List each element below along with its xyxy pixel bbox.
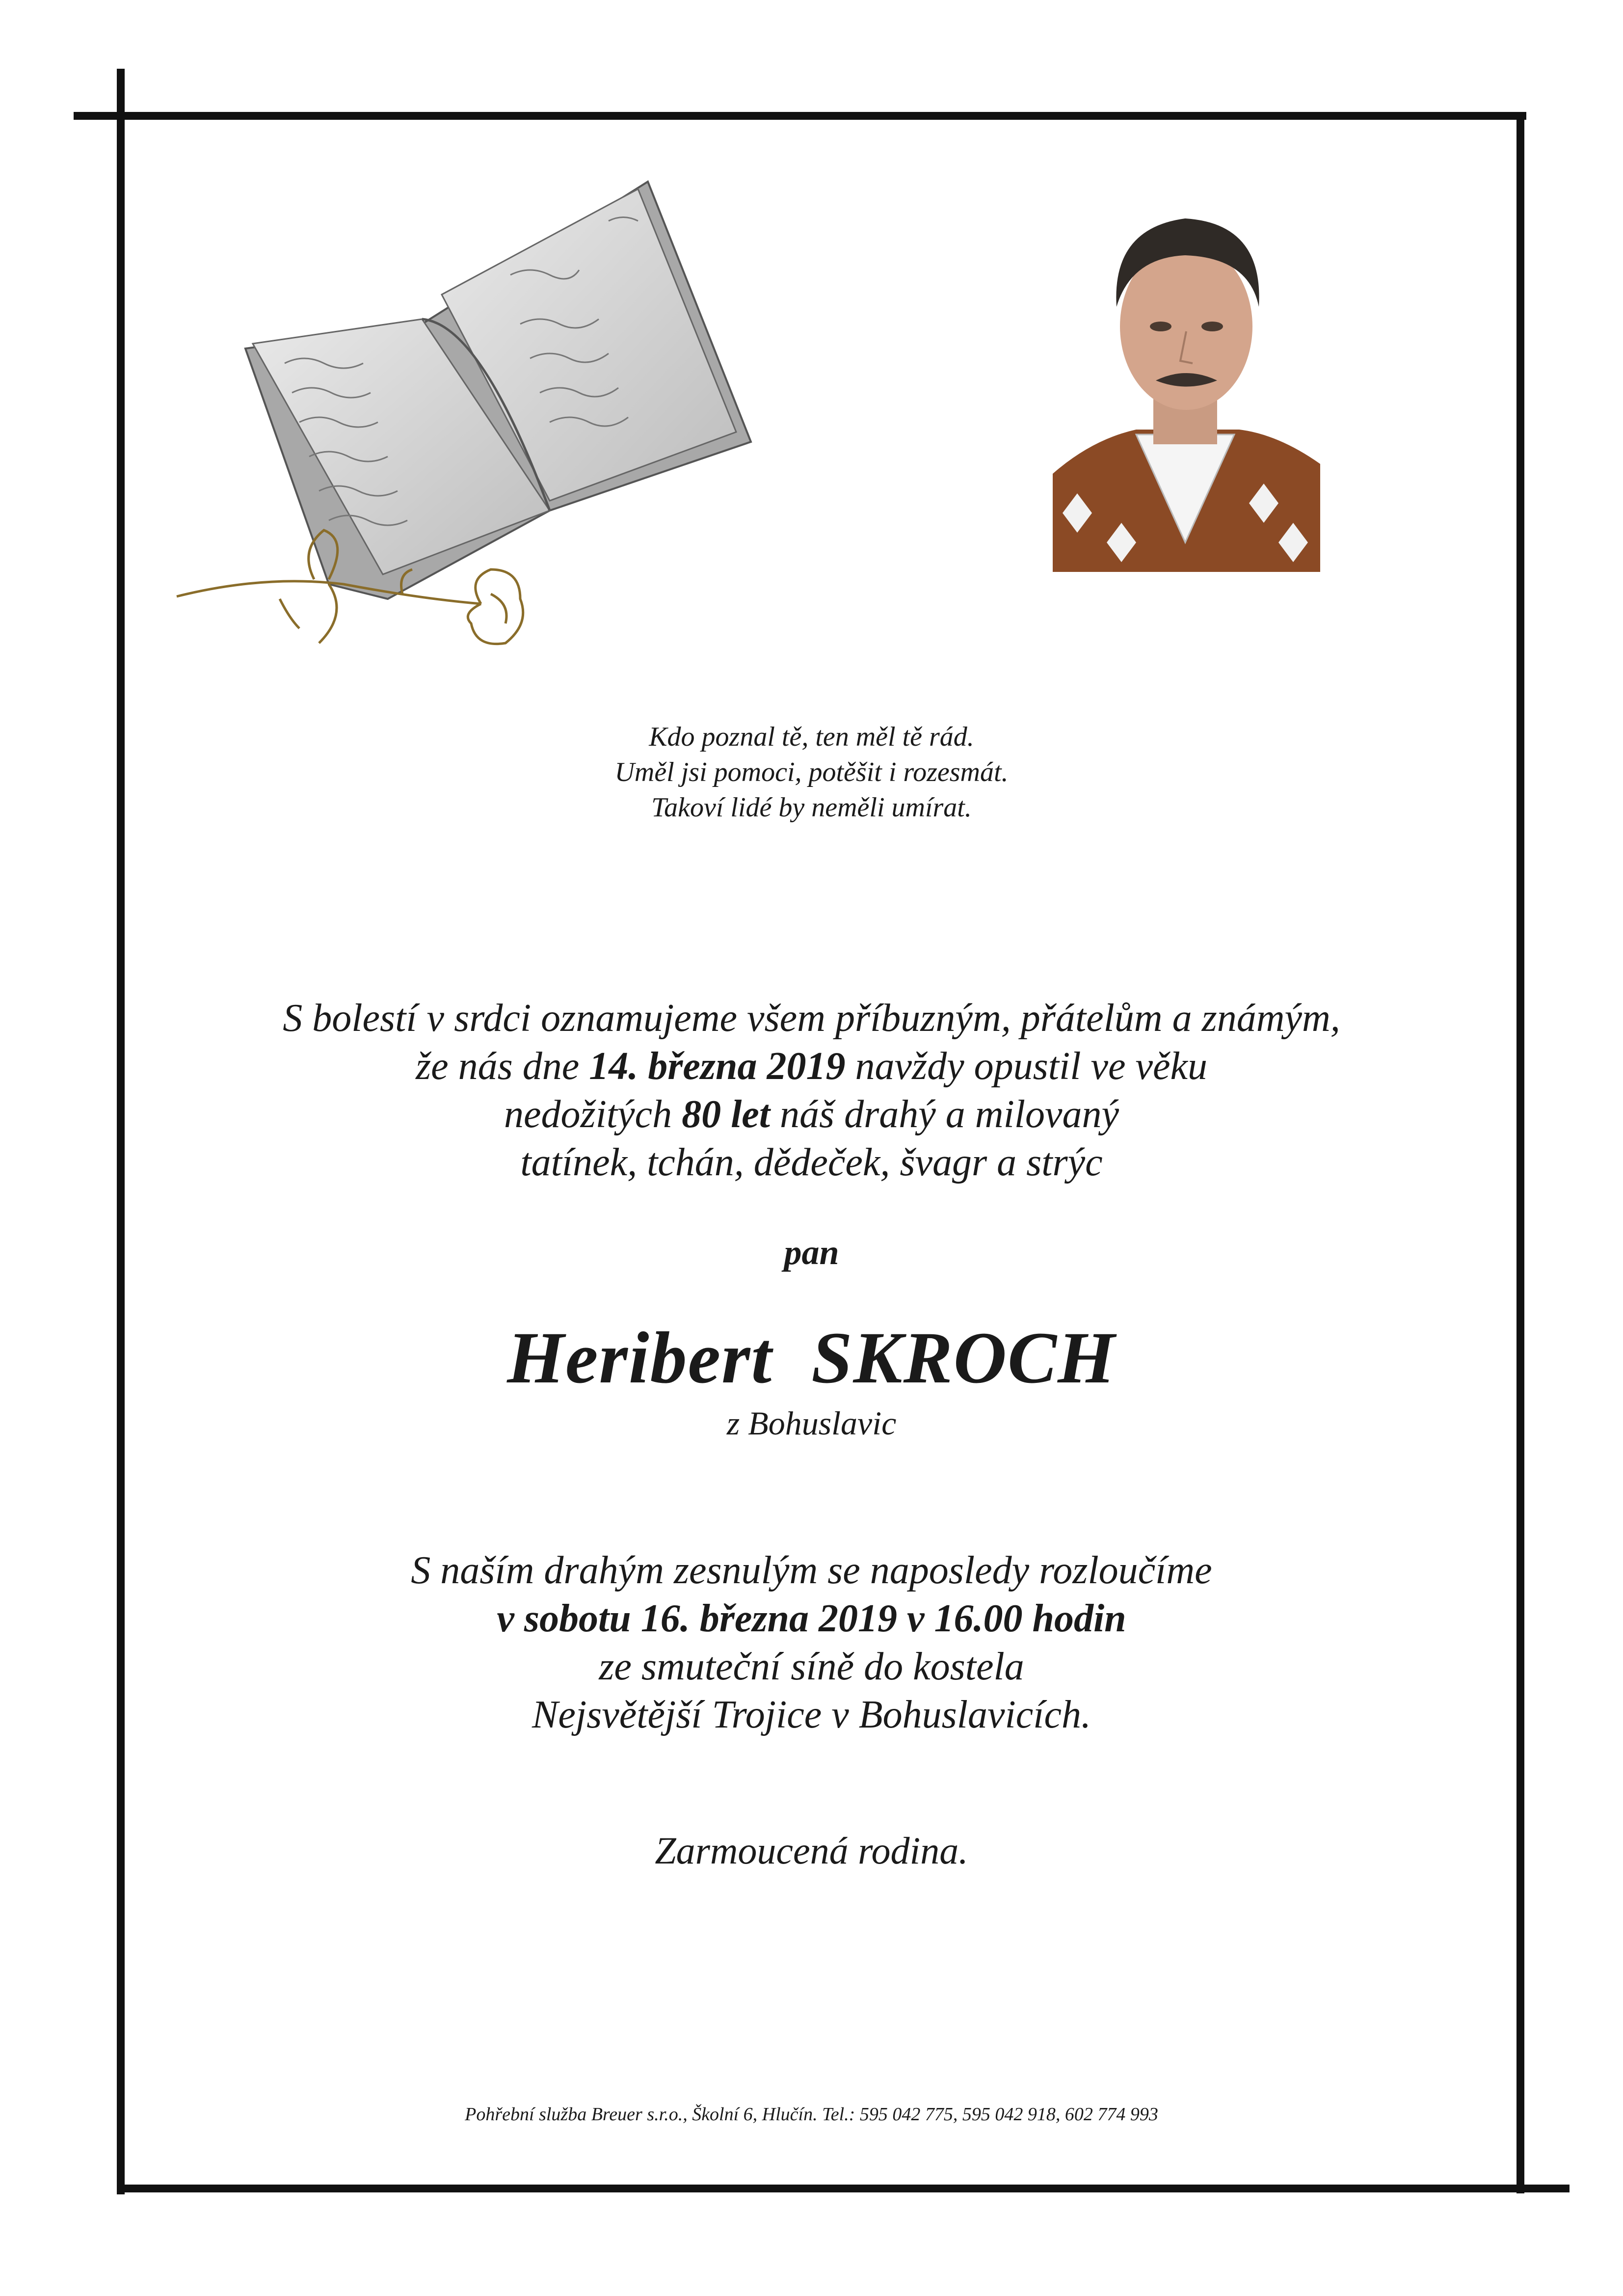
announcement-line-1: S bolestí v srdci oznamujeme všem příbuzným, přátelům a známým, (283, 997, 1340, 1040)
funeral-service-footer: Pohřební služba Breuer s.r.o., Školní 6, Hlučín. Tel.: 595 042 775, 595 042 918, 602 774 993 (465, 2104, 1158, 2125)
quote-line-1: Kdo poznal tě, ten měl tě rád. (649, 722, 974, 752)
open-book-icon (245, 182, 751, 599)
funeral-line-1: S naším drahým zesnulým se naposledy rozloučíme (411, 1549, 1212, 1592)
quote-line-2: Uměl jsi pomoci, potěšit i rozesmát. (614, 757, 1009, 787)
honorific: pan (784, 1233, 839, 1272)
announcement-line-2: že nás dne 14. března 2019 navždy opustil ve věku (415, 1045, 1208, 1088)
funeral-block (0, 1546, 1623, 1739)
frame-top (74, 112, 1526, 120)
announcement-line-3: nedožitých 80 let náš drahý a milovaný (504, 1093, 1119, 1136)
funeral-line-3: ze smuteční síně do kostela (599, 1645, 1024, 1688)
book-rose-illustration (167, 177, 766, 697)
deceased-name: Heribert SKROCH (507, 1317, 1116, 1399)
funeral-line-2: v sobotu 16. března 2019 v 16.00 hodin (497, 1597, 1126, 1640)
announcement-block (0, 994, 1623, 1187)
announcement-line-4: tatínek, tchán, dědeček, švagr a strýc (520, 1141, 1103, 1184)
age: 80 let (682, 1093, 771, 1136)
family-signature: Zarmoucená rodina. (655, 1829, 968, 1872)
funeral-line-4: Nejsvětější Trojice v Bohuslavicích. (532, 1693, 1091, 1736)
frame-bottom (117, 2185, 1570, 2192)
quote-block (0, 719, 1623, 825)
quote-line-3: Takoví lidé by neměli umírat. (651, 792, 972, 823)
deceased-origin: z Bohuslavic (726, 1405, 897, 1442)
portrait-photo (1053, 199, 1320, 572)
death-date: 14. března 2019 (589, 1045, 846, 1088)
